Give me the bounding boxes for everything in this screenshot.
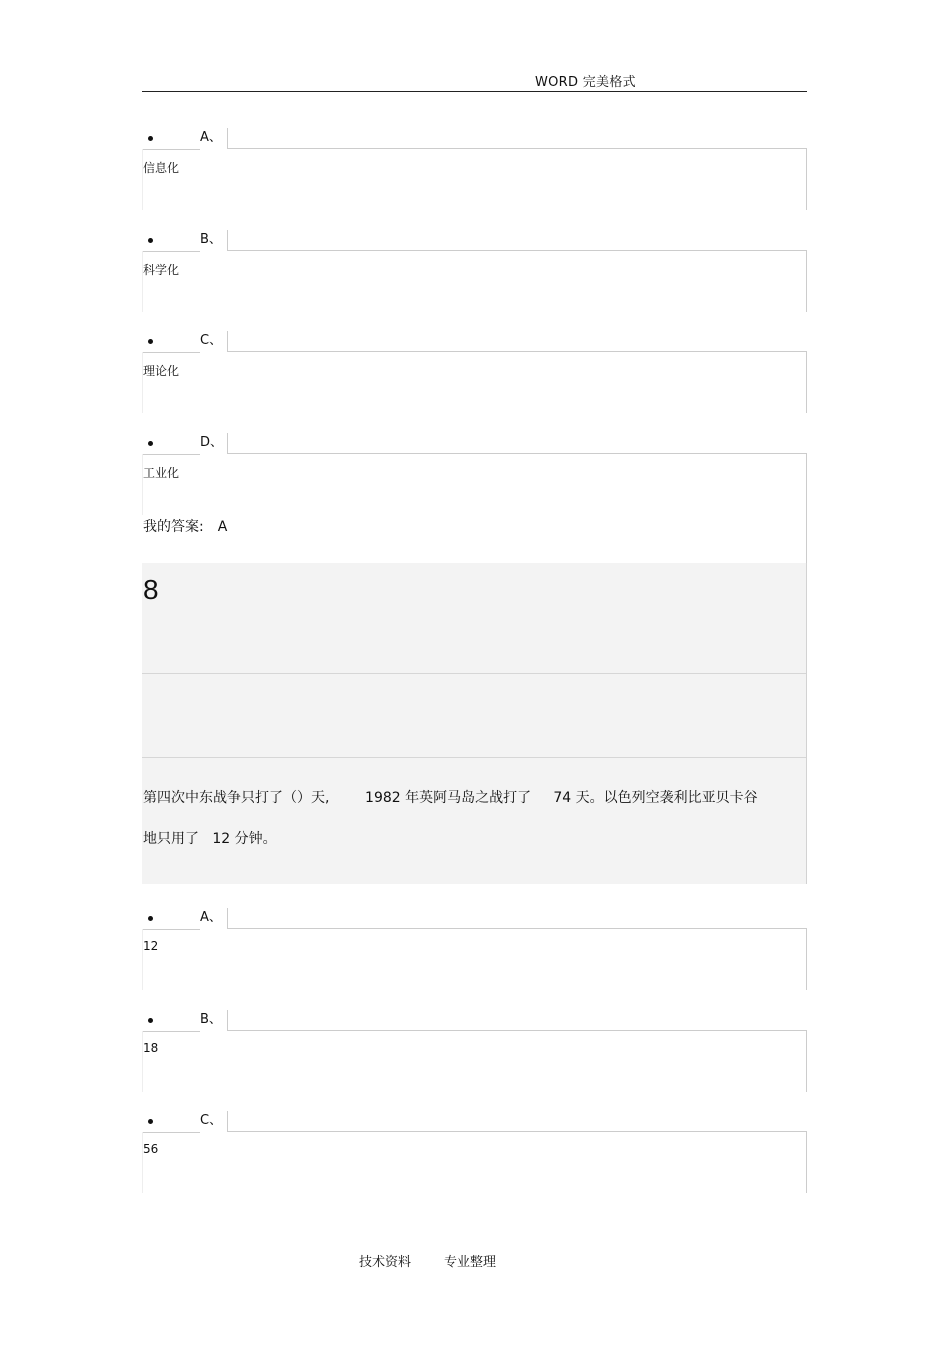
- option-b[interactable]: [142, 1012, 807, 1092]
- option-tab: [227, 128, 807, 149]
- question-text: [143, 778, 798, 860]
- question-text-line: 第四次中东战争只打了（）天, 1982 年英阿马岛之战打了 74 天。以色列空袭利比亚贝卡谷: [143, 790, 758, 806]
- option-divider: [142, 251, 200, 252]
- question-text-line: 地只用了 12 分钟。: [143, 831, 277, 847]
- option-letter: A、: [200, 130, 222, 145]
- option-text: 12: [143, 939, 159, 953]
- option-border: [806, 929, 807, 990]
- option-text: 56: [143, 1142, 159, 1156]
- option-tab: [227, 230, 807, 251]
- option-divider: [142, 929, 200, 930]
- bullet-icon: [148, 1119, 153, 1124]
- option-text: 科学化: [143, 263, 180, 277]
- page-header-title: WORD 完美格式: [535, 75, 636, 90]
- panel-divider: [142, 673, 806, 674]
- my-answer: [143, 516, 227, 536]
- bullet-icon: [148, 441, 153, 446]
- option-a[interactable]: [142, 130, 807, 210]
- option-border: [806, 1031, 807, 1092]
- option-border: [806, 1132, 807, 1193]
- option-letter: B、: [200, 232, 222, 247]
- header-rule: [142, 91, 807, 92]
- option-tab: [227, 433, 807, 454]
- option-divider: [142, 1132, 200, 1133]
- option-letter: D、: [200, 435, 224, 450]
- bullet-icon: [148, 136, 153, 141]
- option-divider: [142, 352, 200, 353]
- bullet-icon: [148, 1018, 153, 1023]
- panel-divider: [142, 757, 806, 758]
- option-border: [806, 352, 807, 413]
- option-tab: [227, 908, 807, 929]
- option-border: [806, 251, 807, 312]
- option-c[interactable]: [142, 333, 807, 413]
- option-divider: [142, 149, 200, 150]
- my-answer-value: A: [217, 519, 228, 535]
- option-letter: B、: [200, 1012, 222, 1027]
- question-number: 8: [143, 574, 159, 605]
- option-letter: C、: [200, 1113, 223, 1128]
- bullet-icon: [148, 916, 153, 921]
- option-divider: [142, 1031, 200, 1032]
- option-tab: [227, 1010, 807, 1031]
- option-text: 工业化: [143, 466, 180, 480]
- my-answer-label: 我的答案:: [143, 519, 204, 535]
- option-letter: A、: [200, 910, 222, 925]
- bullet-icon: [148, 339, 153, 344]
- option-border: [806, 149, 807, 210]
- page-footer: 技术资料 专业整理: [359, 1255, 497, 1270]
- option-b[interactable]: [142, 232, 807, 312]
- option-c[interactable]: [142, 1113, 807, 1193]
- option-text: 18: [143, 1041, 159, 1055]
- option-text: 信息化: [143, 161, 180, 175]
- bullet-icon: [148, 238, 153, 243]
- option-tab: [227, 331, 807, 352]
- option-text: 理论化: [143, 364, 180, 378]
- option-tab: [227, 1111, 807, 1132]
- option-a[interactable]: [142, 910, 807, 990]
- answer-area: [142, 454, 807, 563]
- option-letter: C、: [200, 333, 223, 348]
